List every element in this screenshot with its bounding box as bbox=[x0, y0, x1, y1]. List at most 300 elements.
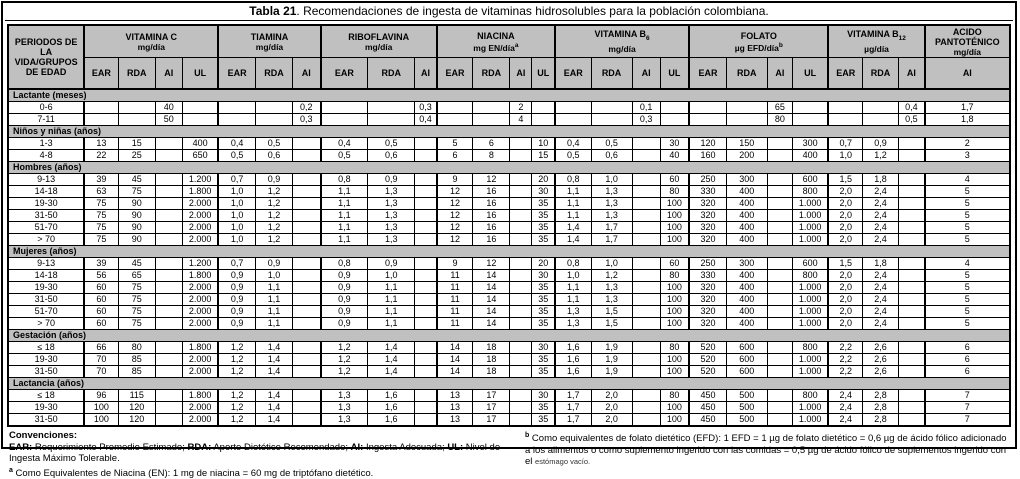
value-cell bbox=[899, 354, 925, 366]
section-row bbox=[8, 246, 1010, 258]
value-cell: 1,1 bbox=[321, 198, 368, 210]
value-cell: 2,0 bbox=[828, 270, 862, 282]
value-cell: 1,6 bbox=[555, 366, 591, 378]
value-cell: 0,5 bbox=[899, 114, 925, 126]
value-cell: 300 bbox=[726, 174, 767, 186]
value-cell: 1,2 bbox=[255, 234, 292, 246]
value-cell: 1,8 bbox=[925, 114, 1010, 126]
value-cell: 250 bbox=[689, 174, 726, 186]
value-cell: 330 bbox=[689, 270, 726, 282]
value-cell bbox=[632, 306, 660, 318]
value-cell: 1,9 bbox=[591, 354, 632, 366]
value-cell: 0,6 bbox=[591, 150, 632, 162]
value-cell bbox=[863, 102, 899, 114]
value-cell: 100 bbox=[660, 318, 689, 330]
value-cell: 400 bbox=[726, 270, 767, 282]
value-cell: 1,3 bbox=[368, 222, 415, 234]
value-cell: 2,4 bbox=[863, 234, 899, 246]
value-cell: 300 bbox=[726, 258, 767, 270]
value-cell bbox=[689, 114, 726, 126]
value-cell: 2.000 bbox=[182, 198, 218, 210]
value-cell: 2,4 bbox=[863, 186, 899, 198]
data-row bbox=[8, 282, 1010, 294]
value-cell: 1,3 bbox=[591, 186, 632, 198]
value-cell bbox=[767, 234, 792, 246]
value-cell: 30 bbox=[532, 390, 555, 402]
value-cell: 5 bbox=[925, 210, 1010, 222]
data-row bbox=[8, 198, 1010, 210]
value-cell: 35 bbox=[532, 354, 555, 366]
value-cell: 320 bbox=[689, 318, 726, 330]
value-cell: 16 bbox=[473, 198, 510, 210]
table-header bbox=[8, 25, 1010, 89]
value-cell bbox=[293, 414, 321, 427]
age-cell: 9-13 bbox=[8, 258, 84, 270]
value-cell bbox=[293, 150, 321, 162]
value-cell bbox=[510, 282, 532, 294]
value-cell: 520 bbox=[689, 342, 726, 354]
value-cell: 1,6 bbox=[555, 342, 591, 354]
value-cell: 11 bbox=[437, 306, 473, 318]
value-cell: 1,1 bbox=[368, 306, 415, 318]
value-cell: 80 bbox=[660, 270, 689, 282]
value-cell: 9 bbox=[437, 258, 473, 270]
value-cell: 600 bbox=[792, 258, 828, 270]
value-cell: 1.000 bbox=[792, 354, 828, 366]
group-unit: µg EFD/día bbox=[735, 42, 779, 52]
value-cell: 1,6 bbox=[368, 402, 415, 414]
data-row bbox=[8, 174, 1010, 186]
group-unit: mg/día bbox=[138, 42, 165, 52]
value-cell bbox=[155, 258, 182, 270]
value-cell: 2,2 bbox=[828, 342, 862, 354]
value-cell bbox=[726, 102, 767, 114]
value-cell: 600 bbox=[726, 342, 767, 354]
age-cell: 4-8 bbox=[8, 150, 84, 162]
value-cell bbox=[899, 174, 925, 186]
value-cell: 5 bbox=[925, 306, 1010, 318]
value-cell bbox=[767, 342, 792, 354]
value-cell: 1,7 bbox=[555, 390, 591, 402]
value-cell: 2,2 bbox=[828, 354, 862, 366]
value-cell bbox=[632, 366, 660, 378]
table-title bbox=[5, 3, 1013, 21]
value-cell bbox=[293, 306, 321, 318]
value-cell: 5 bbox=[925, 186, 1010, 198]
value-cell: 15 bbox=[532, 150, 555, 162]
value-cell: 320 bbox=[689, 282, 726, 294]
value-cell bbox=[510, 150, 532, 162]
value-cell: 250 bbox=[689, 258, 726, 270]
group-unit: mg EN/día bbox=[473, 42, 515, 52]
value-cell: 1,2 bbox=[591, 270, 632, 282]
group-unit: mg/día bbox=[256, 42, 283, 52]
value-cell bbox=[293, 210, 321, 222]
value-cell: 96 bbox=[84, 390, 118, 402]
value-cell: 2.000 bbox=[182, 234, 218, 246]
value-cell: 400 bbox=[726, 210, 767, 222]
value-cell: 75 bbox=[84, 222, 118, 234]
value-cell bbox=[293, 366, 321, 378]
value-cell bbox=[899, 198, 925, 210]
value-cell: 39 bbox=[84, 258, 118, 270]
value-cell: 12 bbox=[437, 198, 473, 210]
value-cell: 2,0 bbox=[828, 234, 862, 246]
value-cell: 2,4 bbox=[828, 390, 862, 402]
age-cell: 19-30 bbox=[8, 402, 84, 414]
value-cell: 0,9 bbox=[321, 294, 368, 306]
data-row bbox=[8, 150, 1010, 162]
value-cell: 35 bbox=[532, 318, 555, 330]
value-cell: 4 bbox=[925, 174, 1010, 186]
value-cell: 65 bbox=[118, 270, 155, 282]
value-cell bbox=[255, 102, 292, 114]
value-cell: 1.000 bbox=[792, 306, 828, 318]
value-cell: 1,2 bbox=[218, 354, 255, 366]
value-cell bbox=[510, 414, 532, 427]
value-cell: 100 bbox=[660, 402, 689, 414]
value-cell: 16 bbox=[473, 210, 510, 222]
subheader-ai: AI bbox=[293, 58, 321, 90]
value-cell: 1.000 bbox=[792, 318, 828, 330]
value-cell: 1,5 bbox=[828, 258, 862, 270]
value-cell: 1,3 bbox=[555, 306, 591, 318]
age-cell: 31-50 bbox=[8, 294, 84, 306]
value-cell: 15 bbox=[118, 138, 155, 150]
value-cell: 14 bbox=[473, 282, 510, 294]
value-cell bbox=[293, 222, 321, 234]
subheader-ear: EAR bbox=[84, 58, 118, 90]
data-row bbox=[8, 186, 1010, 198]
value-cell bbox=[899, 150, 925, 162]
value-cell: 35 bbox=[532, 234, 555, 246]
value-cell: 1,3 bbox=[591, 198, 632, 210]
footnote-b-text: Como equivalentes de folato dietético (EFD): 1 EFD = 1 µg de folato dietético = 0,6 µg de ácido fólico adicionado a los alimentos o como suplemento ingerido con las comidas = 0,5 µg de ácido fólico de suplementos ingerido con el bbox=[525, 433, 1007, 467]
value-cell: 1,2 bbox=[255, 210, 292, 222]
value-cell bbox=[632, 414, 660, 427]
value-cell bbox=[118, 102, 155, 114]
value-cell: 6 bbox=[925, 342, 1010, 354]
value-cell: 3 bbox=[925, 150, 1010, 162]
value-cell: 1,3 bbox=[321, 402, 368, 414]
value-cell bbox=[510, 234, 532, 246]
value-cell bbox=[182, 102, 218, 114]
value-cell bbox=[155, 414, 182, 427]
value-cell: 2.000 bbox=[182, 402, 218, 414]
value-cell bbox=[510, 294, 532, 306]
value-cell: 0,8 bbox=[321, 174, 368, 186]
value-cell: 25 bbox=[118, 150, 155, 162]
value-cell: 75 bbox=[84, 198, 118, 210]
value-cell bbox=[632, 198, 660, 210]
group-unit: mg/día bbox=[954, 47, 981, 57]
value-cell: 0,8 bbox=[555, 258, 591, 270]
value-cell: 1,7 bbox=[555, 414, 591, 427]
value-cell bbox=[415, 270, 437, 282]
value-cell: 320 bbox=[689, 234, 726, 246]
value-cell: 1,3 bbox=[591, 210, 632, 222]
value-cell: 1,5 bbox=[591, 306, 632, 318]
value-cell: 0,9 bbox=[218, 270, 255, 282]
group-name-subscript: 12 bbox=[899, 35, 906, 42]
value-cell bbox=[532, 114, 555, 126]
value-cell: 14 bbox=[473, 306, 510, 318]
value-cell bbox=[632, 174, 660, 186]
value-cell: 100 bbox=[84, 414, 118, 427]
value-cell: 0,5 bbox=[368, 138, 415, 150]
value-cell bbox=[155, 402, 182, 414]
value-cell: 320 bbox=[689, 294, 726, 306]
age-cell: 14-18 bbox=[8, 270, 84, 282]
value-cell: 14 bbox=[437, 366, 473, 378]
value-cell bbox=[767, 390, 792, 402]
value-cell: 5 bbox=[437, 138, 473, 150]
value-cell: 16 bbox=[473, 234, 510, 246]
value-cell: 120 bbox=[118, 402, 155, 414]
value-cell: 7 bbox=[925, 402, 1010, 414]
value-cell: 12 bbox=[437, 186, 473, 198]
value-cell: 75 bbox=[84, 234, 118, 246]
value-cell bbox=[828, 102, 862, 114]
value-cell: 2.000 bbox=[182, 306, 218, 318]
value-cell: 1,4 bbox=[555, 234, 591, 246]
value-cell: 11 bbox=[437, 270, 473, 282]
footnote-conventions bbox=[9, 430, 509, 479]
value-cell: 800 bbox=[792, 390, 828, 402]
value-cell bbox=[510, 390, 532, 402]
value-cell: 60 bbox=[84, 318, 118, 330]
value-cell: 1.000 bbox=[792, 294, 828, 306]
value-cell: 500 bbox=[726, 414, 767, 427]
value-cell: 1,0 bbox=[591, 174, 632, 186]
value-cell: 63 bbox=[84, 186, 118, 198]
value-cell: 1,0 bbox=[218, 234, 255, 246]
value-cell: 75 bbox=[118, 294, 155, 306]
age-cell: 31-50 bbox=[8, 366, 84, 378]
section-label: Lactante (meses) bbox=[8, 89, 1010, 102]
value-cell: 6 bbox=[473, 138, 510, 150]
value-cell bbox=[632, 402, 660, 414]
value-cell bbox=[293, 198, 321, 210]
value-cell bbox=[767, 174, 792, 186]
value-cell: 5 bbox=[925, 234, 1010, 246]
value-cell: 320 bbox=[689, 210, 726, 222]
value-cell: 1,1 bbox=[368, 294, 415, 306]
subheader-ear: EAR bbox=[218, 58, 255, 90]
value-cell: 2,4 bbox=[863, 294, 899, 306]
value-cell: 400 bbox=[726, 234, 767, 246]
value-cell: 2,4 bbox=[863, 198, 899, 210]
data-row bbox=[8, 270, 1010, 282]
value-cell: 1,7 bbox=[591, 234, 632, 246]
value-cell: 60 bbox=[84, 282, 118, 294]
subheader-rda: RDA bbox=[118, 58, 155, 90]
value-cell: 1,1 bbox=[255, 294, 292, 306]
value-cell: 5 bbox=[925, 294, 1010, 306]
value-cell: 1.200 bbox=[182, 174, 218, 186]
value-cell: 17 bbox=[473, 390, 510, 402]
section-row bbox=[8, 162, 1010, 174]
value-cell bbox=[155, 354, 182, 366]
value-cell: 0,5 bbox=[255, 138, 292, 150]
value-cell: 35 bbox=[532, 414, 555, 427]
value-cell: 1,0 bbox=[591, 258, 632, 270]
age-cell: > 70 bbox=[8, 318, 84, 330]
value-cell bbox=[632, 222, 660, 234]
value-cell bbox=[767, 414, 792, 427]
value-cell bbox=[591, 114, 632, 126]
value-cell bbox=[899, 414, 925, 427]
group-unit-superscript: b bbox=[779, 42, 783, 49]
footnotes bbox=[3, 427, 1015, 479]
value-cell bbox=[415, 342, 437, 354]
value-cell bbox=[155, 234, 182, 246]
value-cell: 1,2 bbox=[218, 390, 255, 402]
value-cell: 115 bbox=[118, 390, 155, 402]
value-cell: 320 bbox=[689, 306, 726, 318]
convention-desc: Aporte Dietético Recomendado; bbox=[211, 442, 350, 453]
value-cell bbox=[155, 390, 182, 402]
value-cell: 2.000 bbox=[182, 318, 218, 330]
data-row bbox=[8, 342, 1010, 354]
value-cell: 1,1 bbox=[555, 294, 591, 306]
subheader-ear: EAR bbox=[555, 58, 591, 90]
subheader-ai: AI bbox=[925, 58, 1010, 90]
value-cell: 40 bbox=[155, 102, 182, 114]
value-cell: 90 bbox=[118, 234, 155, 246]
value-cell: 20 bbox=[532, 258, 555, 270]
value-cell: 1,2 bbox=[218, 414, 255, 427]
value-cell bbox=[155, 282, 182, 294]
data-row bbox=[8, 114, 1010, 126]
value-cell bbox=[510, 258, 532, 270]
value-cell bbox=[632, 282, 660, 294]
value-cell bbox=[899, 234, 925, 246]
value-cell: 90 bbox=[118, 222, 155, 234]
value-cell bbox=[767, 354, 792, 366]
group-unit-superscript: a bbox=[515, 42, 519, 49]
data-row bbox=[8, 366, 1010, 378]
value-cell: 35 bbox=[532, 366, 555, 378]
value-cell: 500 bbox=[726, 402, 767, 414]
value-cell: 400 bbox=[726, 186, 767, 198]
data-row bbox=[8, 234, 1010, 246]
data-row bbox=[8, 294, 1010, 306]
value-cell bbox=[899, 210, 925, 222]
group-header bbox=[689, 25, 828, 58]
group-header bbox=[828, 25, 924, 58]
value-cell: 320 bbox=[689, 198, 726, 210]
data-row bbox=[8, 102, 1010, 114]
value-cell: 100 bbox=[660, 282, 689, 294]
value-cell: 16 bbox=[473, 186, 510, 198]
footnote-a-text: Como Equivalentes de Niacina (EN): 1 mg de niacina = 60 mg de triptófano dietético. bbox=[13, 468, 373, 479]
value-cell: 30 bbox=[660, 138, 689, 150]
conventions-heading: Convenciones: bbox=[9, 430, 509, 442]
value-cell: 5 bbox=[925, 270, 1010, 282]
value-cell bbox=[155, 366, 182, 378]
value-cell: 0,9 bbox=[255, 174, 292, 186]
value-cell: 1,9 bbox=[591, 342, 632, 354]
value-cell bbox=[767, 186, 792, 198]
value-cell: 0,9 bbox=[255, 258, 292, 270]
group-unit: mg/día bbox=[608, 44, 635, 54]
value-cell: 1.000 bbox=[792, 402, 828, 414]
data-row bbox=[8, 318, 1010, 330]
value-cell: 17 bbox=[473, 414, 510, 427]
value-cell: 0,9 bbox=[321, 270, 368, 282]
value-cell: 2.000 bbox=[182, 366, 218, 378]
value-cell bbox=[689, 102, 726, 114]
section-row bbox=[8, 89, 1010, 102]
value-cell bbox=[767, 270, 792, 282]
value-cell: 2 bbox=[510, 102, 532, 114]
data-row bbox=[8, 210, 1010, 222]
value-cell: 6 bbox=[925, 366, 1010, 378]
value-cell bbox=[415, 210, 437, 222]
value-cell: 1.000 bbox=[792, 234, 828, 246]
value-cell: 1.200 bbox=[182, 258, 218, 270]
footnote-a bbox=[9, 465, 509, 479]
value-cell bbox=[792, 102, 828, 114]
value-cell: 100 bbox=[660, 198, 689, 210]
value-cell bbox=[415, 174, 437, 186]
subheader-rda: RDA bbox=[591, 58, 632, 90]
value-cell bbox=[293, 294, 321, 306]
value-cell: 35 bbox=[532, 210, 555, 222]
subheader-ear: EAR bbox=[828, 58, 862, 90]
value-cell bbox=[155, 318, 182, 330]
convention-term: EAR: bbox=[9, 442, 32, 453]
value-cell bbox=[293, 342, 321, 354]
value-cell: 100 bbox=[660, 366, 689, 378]
value-cell: 2,0 bbox=[828, 210, 862, 222]
group-unit: µg/día bbox=[864, 44, 889, 54]
value-cell: 4 bbox=[510, 114, 532, 126]
value-cell bbox=[510, 306, 532, 318]
age-cell: 31-50 bbox=[8, 210, 84, 222]
value-cell: 1,2 bbox=[321, 354, 368, 366]
value-cell bbox=[767, 210, 792, 222]
value-cell: 1,2 bbox=[321, 342, 368, 354]
value-cell: 18 bbox=[473, 354, 510, 366]
value-cell: 100 bbox=[660, 294, 689, 306]
value-cell: 0,9 bbox=[321, 282, 368, 294]
value-cell bbox=[510, 174, 532, 186]
value-cell: 9 bbox=[437, 174, 473, 186]
value-cell: 35 bbox=[532, 306, 555, 318]
value-cell bbox=[632, 354, 660, 366]
value-cell: 1,7 bbox=[925, 102, 1010, 114]
value-cell: 2,0 bbox=[828, 282, 862, 294]
value-cell bbox=[632, 210, 660, 222]
value-cell: 12 bbox=[437, 222, 473, 234]
value-cell: 1,3 bbox=[368, 186, 415, 198]
value-cell bbox=[415, 258, 437, 270]
subheader-rda: RDA bbox=[473, 58, 510, 90]
value-cell: 2,0 bbox=[828, 186, 862, 198]
value-cell: 22 bbox=[84, 150, 118, 162]
value-cell: 2,0 bbox=[828, 294, 862, 306]
value-cell bbox=[415, 318, 437, 330]
value-cell bbox=[555, 114, 591, 126]
value-cell: 11 bbox=[437, 318, 473, 330]
value-cell: 0,9 bbox=[321, 318, 368, 330]
value-cell bbox=[218, 114, 255, 126]
value-cell: 0,3 bbox=[632, 114, 660, 126]
value-cell bbox=[155, 198, 182, 210]
value-cell bbox=[510, 318, 532, 330]
